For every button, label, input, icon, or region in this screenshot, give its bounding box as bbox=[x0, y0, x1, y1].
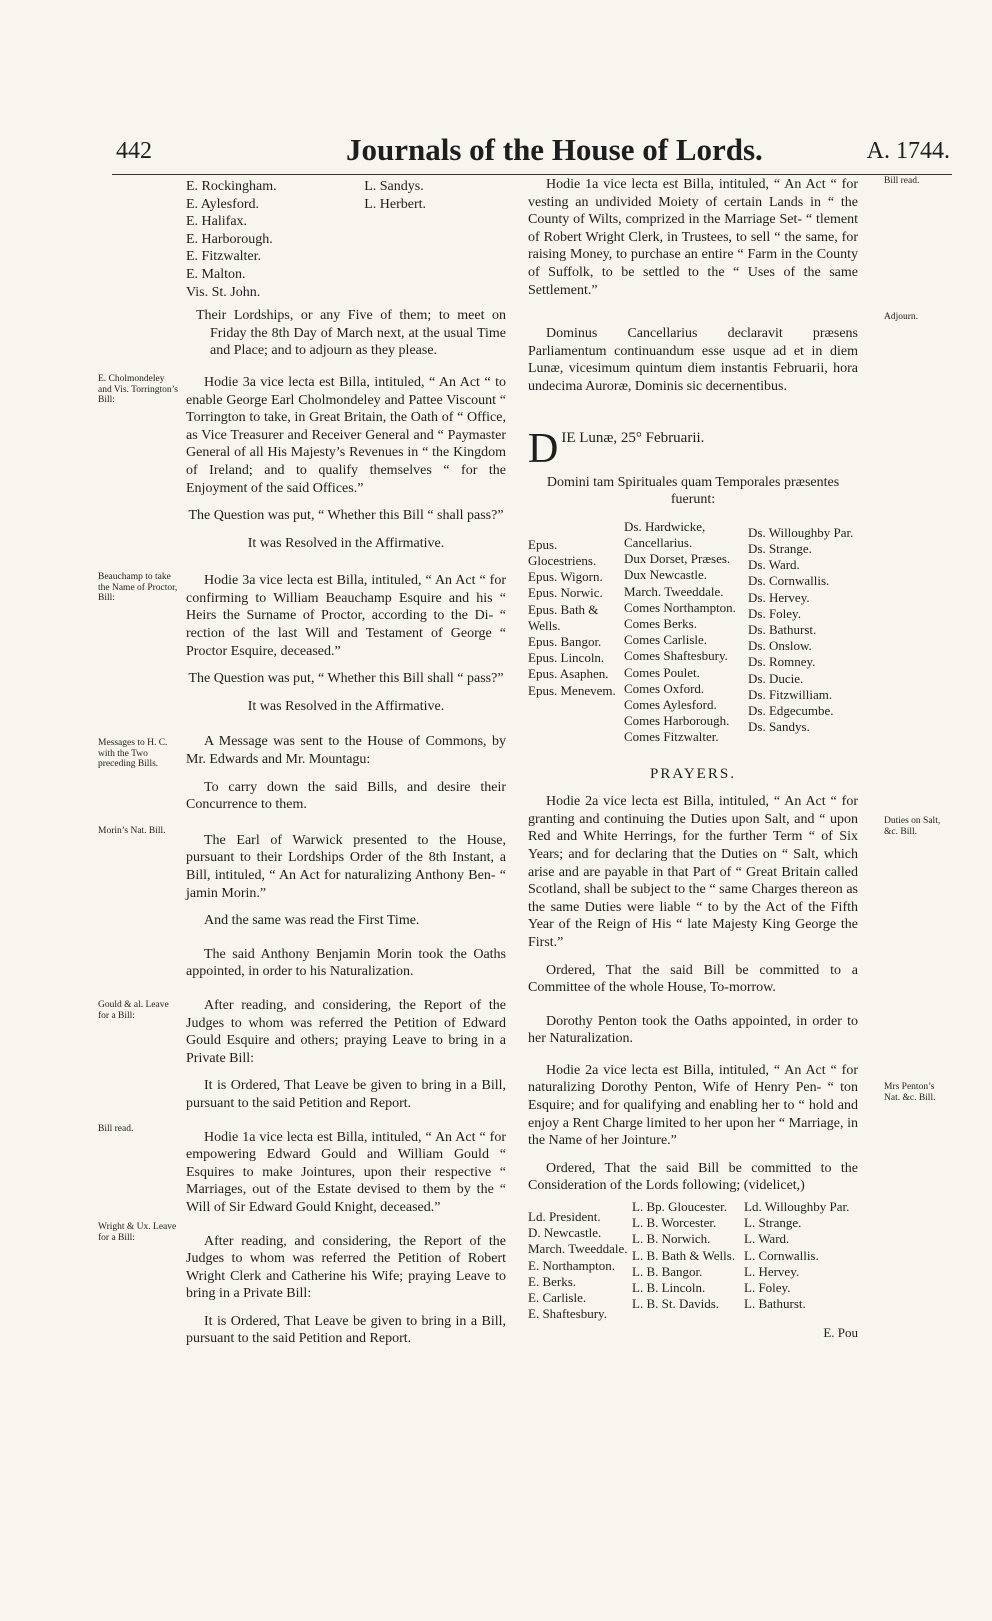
wright-report-paragraph: After reading, and considering, the Report of the Judges to whom was referred the Petition of Robert Wright Clerk and Catherine his Wife; praying Leave to bring in a Private Bill: bbox=[186, 1233, 506, 1302]
margin-note: Duties on Salt, &c. Bill. bbox=[884, 816, 941, 837]
list-item: E. Halifax. bbox=[186, 214, 248, 230]
list-item: Ds. Edgecumbe. bbox=[748, 702, 834, 718]
first-reading-paragraph: And the same was read the First Time. bbox=[204, 913, 420, 929]
margin-note: Messages to H. C. with the Two preceding Bills. bbox=[98, 738, 168, 769]
margin-note: Bill read. bbox=[884, 176, 920, 186]
list-item: E. Aylesford. bbox=[186, 196, 259, 212]
question-paragraph: The Question was put, “ Whether this Bill shall “ pass?” bbox=[188, 671, 504, 687]
committee-members bbox=[528, 1199, 858, 1322]
present-heading: Domini tam Spirituales quam Temporales præsentes fuerunt: bbox=[546, 474, 840, 508]
list-item: Epus. Lincoln. bbox=[528, 650, 605, 666]
list-item: E. Northampton. bbox=[528, 1257, 616, 1273]
meeting-paragraph: Their Lordships, or any Five of them; to meet on Friday the 8th Day of March next, at the usual Time and Place; and to adjourn as they please. bbox=[196, 308, 506, 359]
list-item: L. B. Lincoln. bbox=[632, 1280, 706, 1296]
list-item: Comes Aylesford. bbox=[624, 696, 717, 712]
concurrence-paragraph: To carry down the said Bills, and desire their Concurrence to them. bbox=[186, 779, 506, 813]
list-item: Comes Carlisle. bbox=[624, 632, 708, 648]
list-item: Ld. President. bbox=[528, 1209, 601, 1225]
list-item: Ds. Bathurst. bbox=[748, 621, 817, 637]
committee-col-bishops bbox=[632, 1199, 744, 1322]
morin-bill-text: The Earl of Warwick presented to the House, pursuant to their Lordships Order of the 8th Instant, a Bill, intituled, “ An Act for naturalizing Anthony Ben- “ jamin Morin.” bbox=[186, 832, 506, 901]
list-item: L. Sandys. bbox=[364, 179, 424, 194]
margin-note: E. Cholmondeley and Vis. Torrington’s Bill: bbox=[98, 374, 178, 405]
attendance-col-temporal bbox=[624, 519, 744, 746]
list-item: Ds. Fitzwilliam. bbox=[748, 686, 833, 702]
list-item: Ds. Sandys. bbox=[748, 719, 810, 735]
list-item: L. Cornwallis. bbox=[744, 1247, 819, 1263]
list-item: L. Hervey. bbox=[744, 1263, 800, 1279]
list-item: Epus. Asaphen. bbox=[528, 666, 609, 682]
right-column bbox=[528, 176, 858, 1342]
header-rule bbox=[112, 174, 952, 175]
page-header bbox=[110, 128, 950, 176]
list-item: Ds. Willoughby Par. bbox=[748, 524, 854, 540]
list-item: D. Newcastle. bbox=[528, 1225, 602, 1241]
list-item: Dux Dorset, Præses. bbox=[624, 551, 731, 567]
list-item: L. Foley. bbox=[744, 1280, 791, 1296]
list-item: Ds. Romney. bbox=[748, 654, 816, 670]
list-item: Ds. Ducie. bbox=[748, 670, 804, 686]
attendance-list bbox=[528, 519, 858, 746]
list-item: Dux Newcastle. bbox=[624, 567, 708, 583]
list-item: L. Strange. bbox=[744, 1215, 802, 1231]
list-item: E. Rockingham. bbox=[186, 179, 277, 194]
list-item: Epus. Menevem. bbox=[528, 682, 616, 698]
committee-col-temporal bbox=[528, 1199, 632, 1322]
date-text: IE Lunæ, 25° Februarii. bbox=[561, 429, 705, 446]
date-heading bbox=[528, 430, 858, 468]
list-item: Comes Poulet. bbox=[624, 664, 700, 680]
list-item: Comes Northampton. bbox=[624, 599, 736, 615]
margin-note: Adjourn. bbox=[884, 312, 919, 322]
list-item: Vis. St. John. bbox=[186, 284, 261, 300]
salt-duties-bill-text: Hodie 2a vice lecta est Billa, intituled, “ An Act “ for granting and continuing the Duties upon Salt, and “ upon Red and White Herrings, for the further Term “ of Six Years; and for declaring that the Duties on “ Salt, which arise and are payable in that Part of “ Great Britain called Scotland, shall be subject to the “ same Charges thereon as the same Duties were liable “ to by the Act of the Fifth Year of the Reign of His “ late Majesty King George the First.” bbox=[528, 794, 858, 950]
list-item: E. Malton. bbox=[186, 266, 246, 282]
list-item: L. Herbert. bbox=[364, 196, 426, 212]
list-item: L. Ward. bbox=[744, 1231, 790, 1247]
list-item: E. Carlisle. bbox=[528, 1290, 587, 1306]
list-item: Comes Berks. bbox=[624, 615, 697, 631]
committee-list-right bbox=[364, 178, 426, 301]
gould-bill-text: Hodie 1a vice lecta est Billa, intituled, “ An Act “ for empowering Edward Gould and William Gould “ Esquires to make Jointures, upon their respective “ Marriages, out of the Estate devised to them by the “ Will of Sir Edward Gould Knight, deceased.” bbox=[186, 1129, 506, 1215]
gould-report-paragraph: After reading, and considering, the Report of the Judges to whom was referred the Petition of Edward Gould Esquire and others; praying Leave to bring in a Private Bill: bbox=[186, 997, 506, 1066]
list-item: L. B. Worcester. bbox=[632, 1215, 717, 1231]
list-item: E. Shaftesbury. bbox=[528, 1306, 607, 1322]
page-title: Journals of the House of Lords. bbox=[346, 132, 763, 167]
list-item: Ds. Foley. bbox=[748, 605, 801, 621]
salt-committee-paragraph: Ordered, That the said Bill be committed to a Committee of the whole House, To-morrow. bbox=[528, 962, 858, 996]
list-item: Comes Shaftesbury. bbox=[624, 648, 728, 664]
list-item: Epus. Bath & Wells. bbox=[528, 601, 599, 633]
attendance-col-bishops bbox=[528, 519, 624, 746]
list-item: L. Bp. Gloucester. bbox=[632, 1199, 727, 1215]
drop-cap: D bbox=[528, 429, 559, 468]
margin-note: Beauchamp to take the Name of Proctor, Bill: bbox=[98, 572, 178, 603]
question-paragraph: The Question was put, “ Whether this Bill “ shall pass?” bbox=[188, 508, 504, 524]
committee-list bbox=[186, 178, 506, 301]
list-item: L. Bathurst. bbox=[744, 1296, 806, 1312]
list-item: Ds. Hervey. bbox=[748, 589, 810, 605]
catchword: E. Pou bbox=[823, 1325, 858, 1341]
list-item: Epus. Bangor. bbox=[528, 633, 602, 649]
list-item: Ld. Willoughby Par. bbox=[744, 1199, 850, 1215]
penton-oath-paragraph: Dorothy Penton took the Oaths appointed, in order to her Naturalization. bbox=[528, 1013, 858, 1047]
list-item: Comes Fitzwalter. bbox=[624, 729, 719, 745]
list-item: E. Harborough. bbox=[186, 231, 273, 247]
list-item: Epus. Glocestriens. bbox=[528, 536, 597, 568]
list-item: Ds. Hardwicke, Cancellarius. bbox=[624, 518, 706, 550]
list-item: Comes Harborough. bbox=[624, 713, 730, 729]
page-number: 442 bbox=[116, 138, 152, 164]
resolved-paragraph: It was Resolved in the Affirmative. bbox=[247, 535, 445, 551]
list-item: Epus. Wigorn. bbox=[528, 569, 603, 585]
list-item: Epus. Norwic. bbox=[528, 585, 603, 601]
list-item: E. Fitzwalter. bbox=[186, 249, 262, 265]
adjournment-paragraph: Dominus Cancellarius declaravit præsens Parliamentum continuandum esse usque ad et in diem Lunæ, vicesimum quintum diem instantis Februarii, hora undecima Auroræ, Dominis sic decernentibus. bbox=[528, 326, 858, 394]
list-item: L. B. Bangor. bbox=[632, 1263, 703, 1279]
penton-bill-text: Hodie 2a vice lecta est Billa, intituled, “ An Act “ for naturalizing Dorothy Penton, Wife of Henry Pen- “ ton Esquire; and for qualifying and enabling her to “ hold and enjoy a Rent Charge limited to her upon her “ Marriage, in the Name of her Jointure.” bbox=[528, 1062, 858, 1149]
gould-order-paragraph: It is Ordered, That Leave be given to bring in a Bill, pursuant to the said Petition and Report. bbox=[186, 1078, 506, 1111]
attendance-col-barons bbox=[744, 519, 858, 746]
list-item: March. Tweeddale. bbox=[624, 583, 724, 599]
list-item: L. B. Bath & Wells. bbox=[632, 1247, 736, 1263]
margin-note: Wright & Ux. Leave for a Bill: bbox=[98, 1222, 177, 1243]
list-item: Ds. Ward. bbox=[748, 557, 800, 573]
committee-list-left bbox=[186, 178, 277, 301]
page-year: A. 1744. bbox=[866, 138, 950, 164]
list-item: E. Berks. bbox=[528, 1273, 577, 1289]
prayers-heading: PRAYERS. bbox=[650, 765, 736, 782]
list-item: Comes Oxford. bbox=[624, 680, 705, 696]
left-column bbox=[186, 178, 506, 1358]
resolved-paragraph: It was Resolved in the Affirmative. bbox=[247, 698, 445, 714]
morin-oath-paragraph: The said Anthony Benjamin Morin took the Oaths appointed, in order to his Naturalization. bbox=[186, 946, 506, 980]
list-item: March. Tweeddale. bbox=[528, 1241, 628, 1257]
margin-note: Mrs Penton’s Nat. &c. Bill. bbox=[884, 1082, 936, 1103]
wright-bill-text: Hodie 1a vice lecta est Billa, intituled, “ An Act “ for vesting an undivided Moiety of certain Lands in “ the County of Wilts, comprized in the Marriage Set- “ tlement of Robert Wright Clerk, in Trustees, to sell “ the same, for raising Money, to purchase an entire “ Farm in the County of Suffolk, to be settled to the “ Uses of the same Settlement.” bbox=[528, 177, 858, 298]
margin-note: Gould & al. Leave for a Bill: bbox=[98, 1000, 169, 1021]
committee-col-barons bbox=[744, 1199, 858, 1322]
margin-note: Morin’s Nat. Bill. bbox=[98, 826, 166, 836]
list-item: L. B. Norwich. bbox=[632, 1231, 711, 1247]
beauchamp-bill-text: Hodie 3a vice lecta est Billa, intituled, “ An Act “ for confirming to William Beauchamp Esquire and his “ Heirs the Surname of Proctor, according to the Di- “ rection of the last Will and Testament of George “ Proctor Esquire, deceased.” bbox=[186, 573, 506, 659]
list-item: Ds. Cornwallis. bbox=[748, 573, 830, 589]
cholmondeley-bill-text: Hodie 3a vice lecta est Billa, intituled, “ An Act “ to enable George Earl Cholmondeley and Pattee Viscount “ Torrington to take, in Great Britain, the Oath of “ Office, as Vice Treasurer and Receiver General and “ Paymaster General of all His Majesty’s Revenues in “ the Kingdom of Ireland; and to qualify themselves “ for the Enjoyment of the said Offices.” bbox=[186, 374, 506, 496]
wright-order-paragraph: It is Ordered, That Leave be given to bring in a Bill, pursuant to the said Petition and Report. bbox=[186, 1313, 506, 1347]
list-item: Ds. Onslow. bbox=[748, 638, 812, 654]
margin-note: Bill read. bbox=[98, 1124, 134, 1134]
message-paragraph: A Message was sent to the House of Commons, by Mr. Edwards and Mr. Mountagu: bbox=[186, 734, 506, 768]
list-item: Ds. Strange. bbox=[748, 540, 812, 556]
penton-committee-paragraph: Ordered, That the said Bill be committed to the Consideration of the Lords following; (videlicet,) bbox=[528, 1160, 858, 1194]
list-item: L. B. St. Davids. bbox=[632, 1296, 720, 1312]
